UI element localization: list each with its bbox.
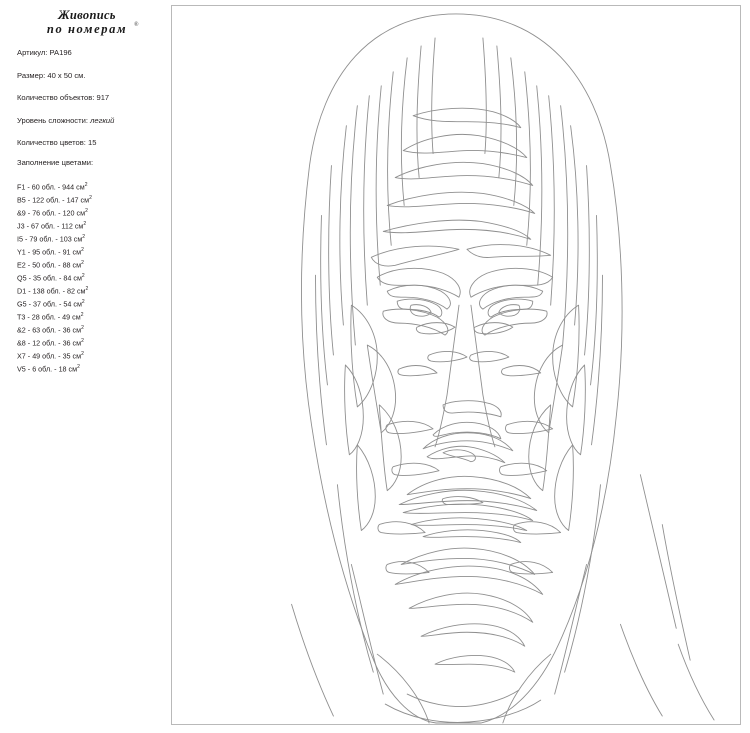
sup-2: 2 <box>81 272 85 279</box>
color-regions: 35 обл. <box>32 273 57 283</box>
color-code: B5 <box>17 195 26 205</box>
sup-2: 2 <box>81 298 85 305</box>
color-legend-item: V5 - 6 обл. - 18 $см^2$ <box>17 363 80 374</box>
registered-mark: ® <box>134 22 139 28</box>
color-legend-item: &8 - 12 обл. - 36 $см^2$ <box>17 337 84 348</box>
sup-2: 2 <box>80 311 84 318</box>
sup-2: 2 <box>85 207 88 214</box>
sup-2: 2 <box>81 337 84 344</box>
meta-value-difficulty: легкий <box>90 115 115 125</box>
color-code: T3 <box>17 312 26 322</box>
color-area: 36 см <box>62 338 82 348</box>
color-legend-item: T3 - 28 обл. - 49 $см^2$ <box>17 311 84 322</box>
color-legend-item: D1 - 138 обл. - 82 $см^2$ <box>17 285 89 296</box>
color-code: J3 <box>17 221 25 231</box>
artwork-canvas <box>171 5 741 725</box>
meta-row-colors <box>17 138 167 148</box>
color-regions: 50 обл. <box>32 260 57 270</box>
color-code: &9 <box>17 208 26 218</box>
meta-row-article <box>17 48 167 58</box>
meta-value-objects: 917 <box>96 93 110 102</box>
color-area: 36 см <box>62 325 82 335</box>
color-legend-item: G5 - 37 обл. - 54 $см^2$ <box>17 298 85 309</box>
color-regions: 49 обл. <box>32 351 57 361</box>
color-regions: 76 обл. <box>32 208 57 218</box>
fill-section-title: Заполнение цветами: <box>17 158 94 167</box>
color-code: Q5 <box>17 273 27 283</box>
color-regions: 95 обл. <box>32 247 57 257</box>
sup-2: 2 <box>81 246 84 253</box>
meta-label-size: Размер: <box>17 70 46 80</box>
color-legend-item: &9 - 76 обл. - 120 $см^2$ <box>17 207 88 218</box>
color-legend-item: J3 - 67 обл. - 112 $см^2$ <box>17 220 87 231</box>
color-legend-item: F1 - 60 обл. - 944 $см^2$ <box>17 182 88 192</box>
brand-line-2: по номерам <box>46 22 128 36</box>
color-legend-item: I5 - 79 обл. - 103 $см^2$ <box>17 233 86 244</box>
color-regions: 122 обл. <box>32 195 61 205</box>
meta-label-article: Артикул: <box>17 48 48 57</box>
color-area: 35 см <box>62 351 82 361</box>
color-code: E2 <box>17 260 26 270</box>
sup-2: 2 <box>85 285 89 292</box>
color-area: 103 см <box>59 234 83 244</box>
color-area: 49 см <box>62 312 81 322</box>
color-area: 18 см <box>58 364 78 374</box>
sup-2: 2 <box>82 233 86 240</box>
color-regions: 138 обл. <box>32 286 61 296</box>
color-code: F1 <box>17 182 26 192</box>
sup-2: 2 <box>81 259 84 266</box>
color-code: V5 <box>17 364 26 374</box>
color-area: 82 см <box>66 286 86 296</box>
color-area: 84 см <box>63 273 82 283</box>
color-code: &8 <box>17 338 26 348</box>
meta-list <box>17 48 167 161</box>
color-area: 112 см <box>61 221 84 231</box>
sup-2: 2 <box>84 182 88 188</box>
meta-label-colors: Количество цветов: <box>17 138 86 147</box>
color-regions: 6 обл. <box>32 364 53 374</box>
color-area: 944 см <box>62 182 85 192</box>
sup-2: 2 <box>83 220 87 227</box>
color-legend-item: &2 - 63 обл. - 36 $см^2$ <box>17 324 84 335</box>
brand-line-1: Живопись <box>58 8 116 22</box>
color-code: I5 <box>17 234 23 244</box>
color-area: 91 см <box>62 247 82 257</box>
color-regions: 28 обл. <box>31 312 56 322</box>
sup-2: 2 <box>81 324 84 331</box>
outline-paths <box>292 14 715 723</box>
meta-value-size: 40 x 50 см. <box>47 70 86 80</box>
color-legend-item: Q5 - 35 обл. - 84 $см^2$ <box>17 272 85 283</box>
sup-2: 2 <box>89 194 92 201</box>
brand-title <box>22 8 152 36</box>
meta-label-difficulty: Уровень сложности: <box>17 115 88 125</box>
color-code: X7 <box>17 351 26 361</box>
color-regions: 60 обл. <box>31 182 56 192</box>
color-area: 120 см <box>62 208 86 218</box>
color-legend-item: E2 - 50 обл. - 88 $см^2$ <box>17 259 84 270</box>
sup-2: 2 <box>81 350 84 357</box>
color-area: 88 см <box>62 260 82 270</box>
color-code: &2 <box>17 325 26 335</box>
color-area: 147 см <box>66 195 90 205</box>
color-code: D1 <box>17 286 27 296</box>
color-legend-item: X7 - 49 обл. - 35 $см^2$ <box>17 350 84 361</box>
meta-row-difficulty <box>17 116 167 126</box>
color-regions: 67 обл. <box>30 221 55 231</box>
meta-row-size <box>17 71 167 81</box>
color-code: Y1 <box>17 247 26 257</box>
color-area: 54 см <box>63 299 82 309</box>
color-regions: 37 обл. <box>32 299 57 309</box>
color-legend-item: Y1 - 95 обл. - 91 $см^2$ <box>17 246 84 257</box>
color-legend-list <box>17 180 167 375</box>
meta-value-colors: 15 <box>88 138 97 147</box>
sup-2: 2 <box>77 363 80 370</box>
color-legend-item: B5 - 122 обл. - 147 $см^2$ <box>17 194 92 205</box>
color-regions: 79 обл. <box>29 234 54 244</box>
info-panel <box>0 0 170 733</box>
meta-value-article: PA196 <box>49 48 72 57</box>
color-regions: 12 обл. <box>32 338 57 348</box>
meta-row-objects <box>17 93 167 103</box>
color-code: G5 <box>17 299 27 309</box>
color-regions: 63 обл. <box>32 325 57 335</box>
meta-label-objects: Количество объектов: <box>17 93 95 102</box>
face-outline-svg <box>172 6 740 724</box>
